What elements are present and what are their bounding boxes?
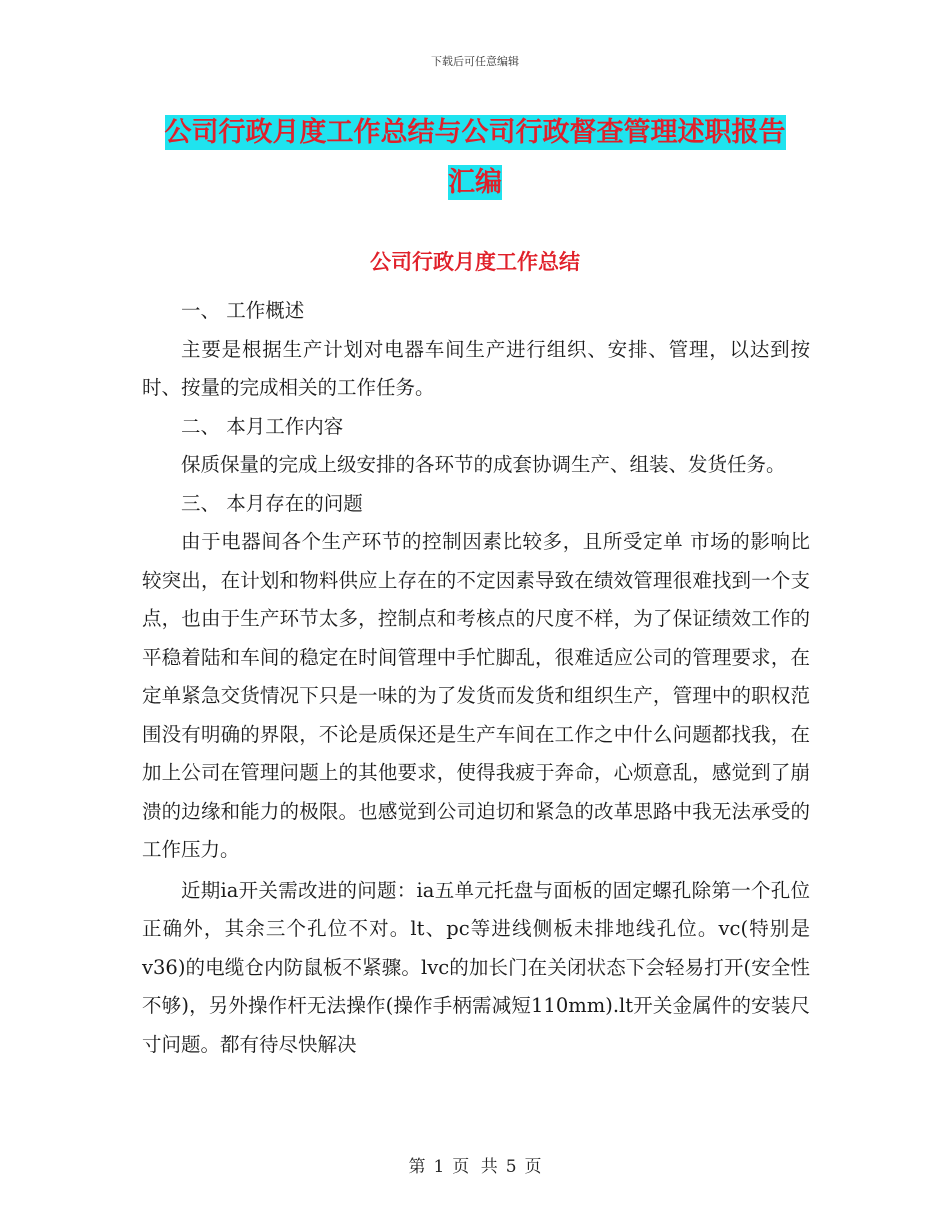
section-title: 公司行政月度工作总结 xyxy=(370,250,580,274)
heading-overview: 一、 工作概述 xyxy=(181,299,305,322)
paragraph-problems: 由于电器间各个生产环节的控制因素比较多，且所受定单 市场的影响比较突出，在计划和物料供应上存在的不定因素导致在绩效管理很难找到一个支点，也由于生产环节太多，控制点和考核点的尺度不样，为了保证绩效工作的平稳着陆和车间的稳定在时间管理中手忙脚乱，很难适应公司的管理要求，在定单紧急交货情况下只是一味的为了发货而发货和组织生产，管理中的职权范围没有明确的界限，不论是质保还是生产车间在工作之中什么问题都找我，在加上公司在管理问题上的其他要求，使得我疲于奔命，心烦意乱，感觉到了崩溃的边缘和能力的极限。也感觉到公司迫切和紧急的改革思路中我无法承受的工作压力。 xyxy=(142,530,810,861)
paragraph-work-content: 保质保量的完成上级安排的各环节的成套协调生产、组装、发货任务。 xyxy=(181,453,786,476)
page-footer xyxy=(0,1152,950,1177)
footer-page-number: 1 xyxy=(433,1157,445,1177)
footer-prefix: 第 xyxy=(408,1157,426,1177)
footer-total-pages: 5 xyxy=(505,1157,517,1177)
footer-suffix: 页 xyxy=(524,1157,542,1177)
document-title xyxy=(140,108,810,208)
paragraph-overview: 主要是根据生产计划对电器车间生产进行组织、安排、管理，以达到按时、按量的完成相关的工作任务。 xyxy=(142,337,810,399)
title-line-1: 公司行政月度工作总结与公司行政督查管理述职报告 xyxy=(164,117,786,148)
heading-problems: 三、 本月存在的问题 xyxy=(181,491,363,515)
paragraph-improvements: 近期ia开关需改进的问题：ia五单元托盘与面板的固定螺孔除第一个孔位正确外，其余三个孔位不对。lt、pc等进线侧板未排地线孔位。vc(特别是v36)的电缆仓内防鼠板不紧骤。lvc的加长门在关闭状态下会轻易打开(安全性不够)，另外操作杆无法操作(操作手柄需减短110mm).lt开关金属件的安装尺寸问题。都有待尽快解决 xyxy=(142,878,810,1056)
title-line-2: 汇编 xyxy=(448,167,502,198)
document-body xyxy=(142,292,810,1064)
heading-work-content: 二、 本月工作内容 xyxy=(181,414,344,438)
header-note: 下载后可任意编辑 xyxy=(431,55,519,68)
footer-middle: 页 共 xyxy=(452,1157,498,1177)
